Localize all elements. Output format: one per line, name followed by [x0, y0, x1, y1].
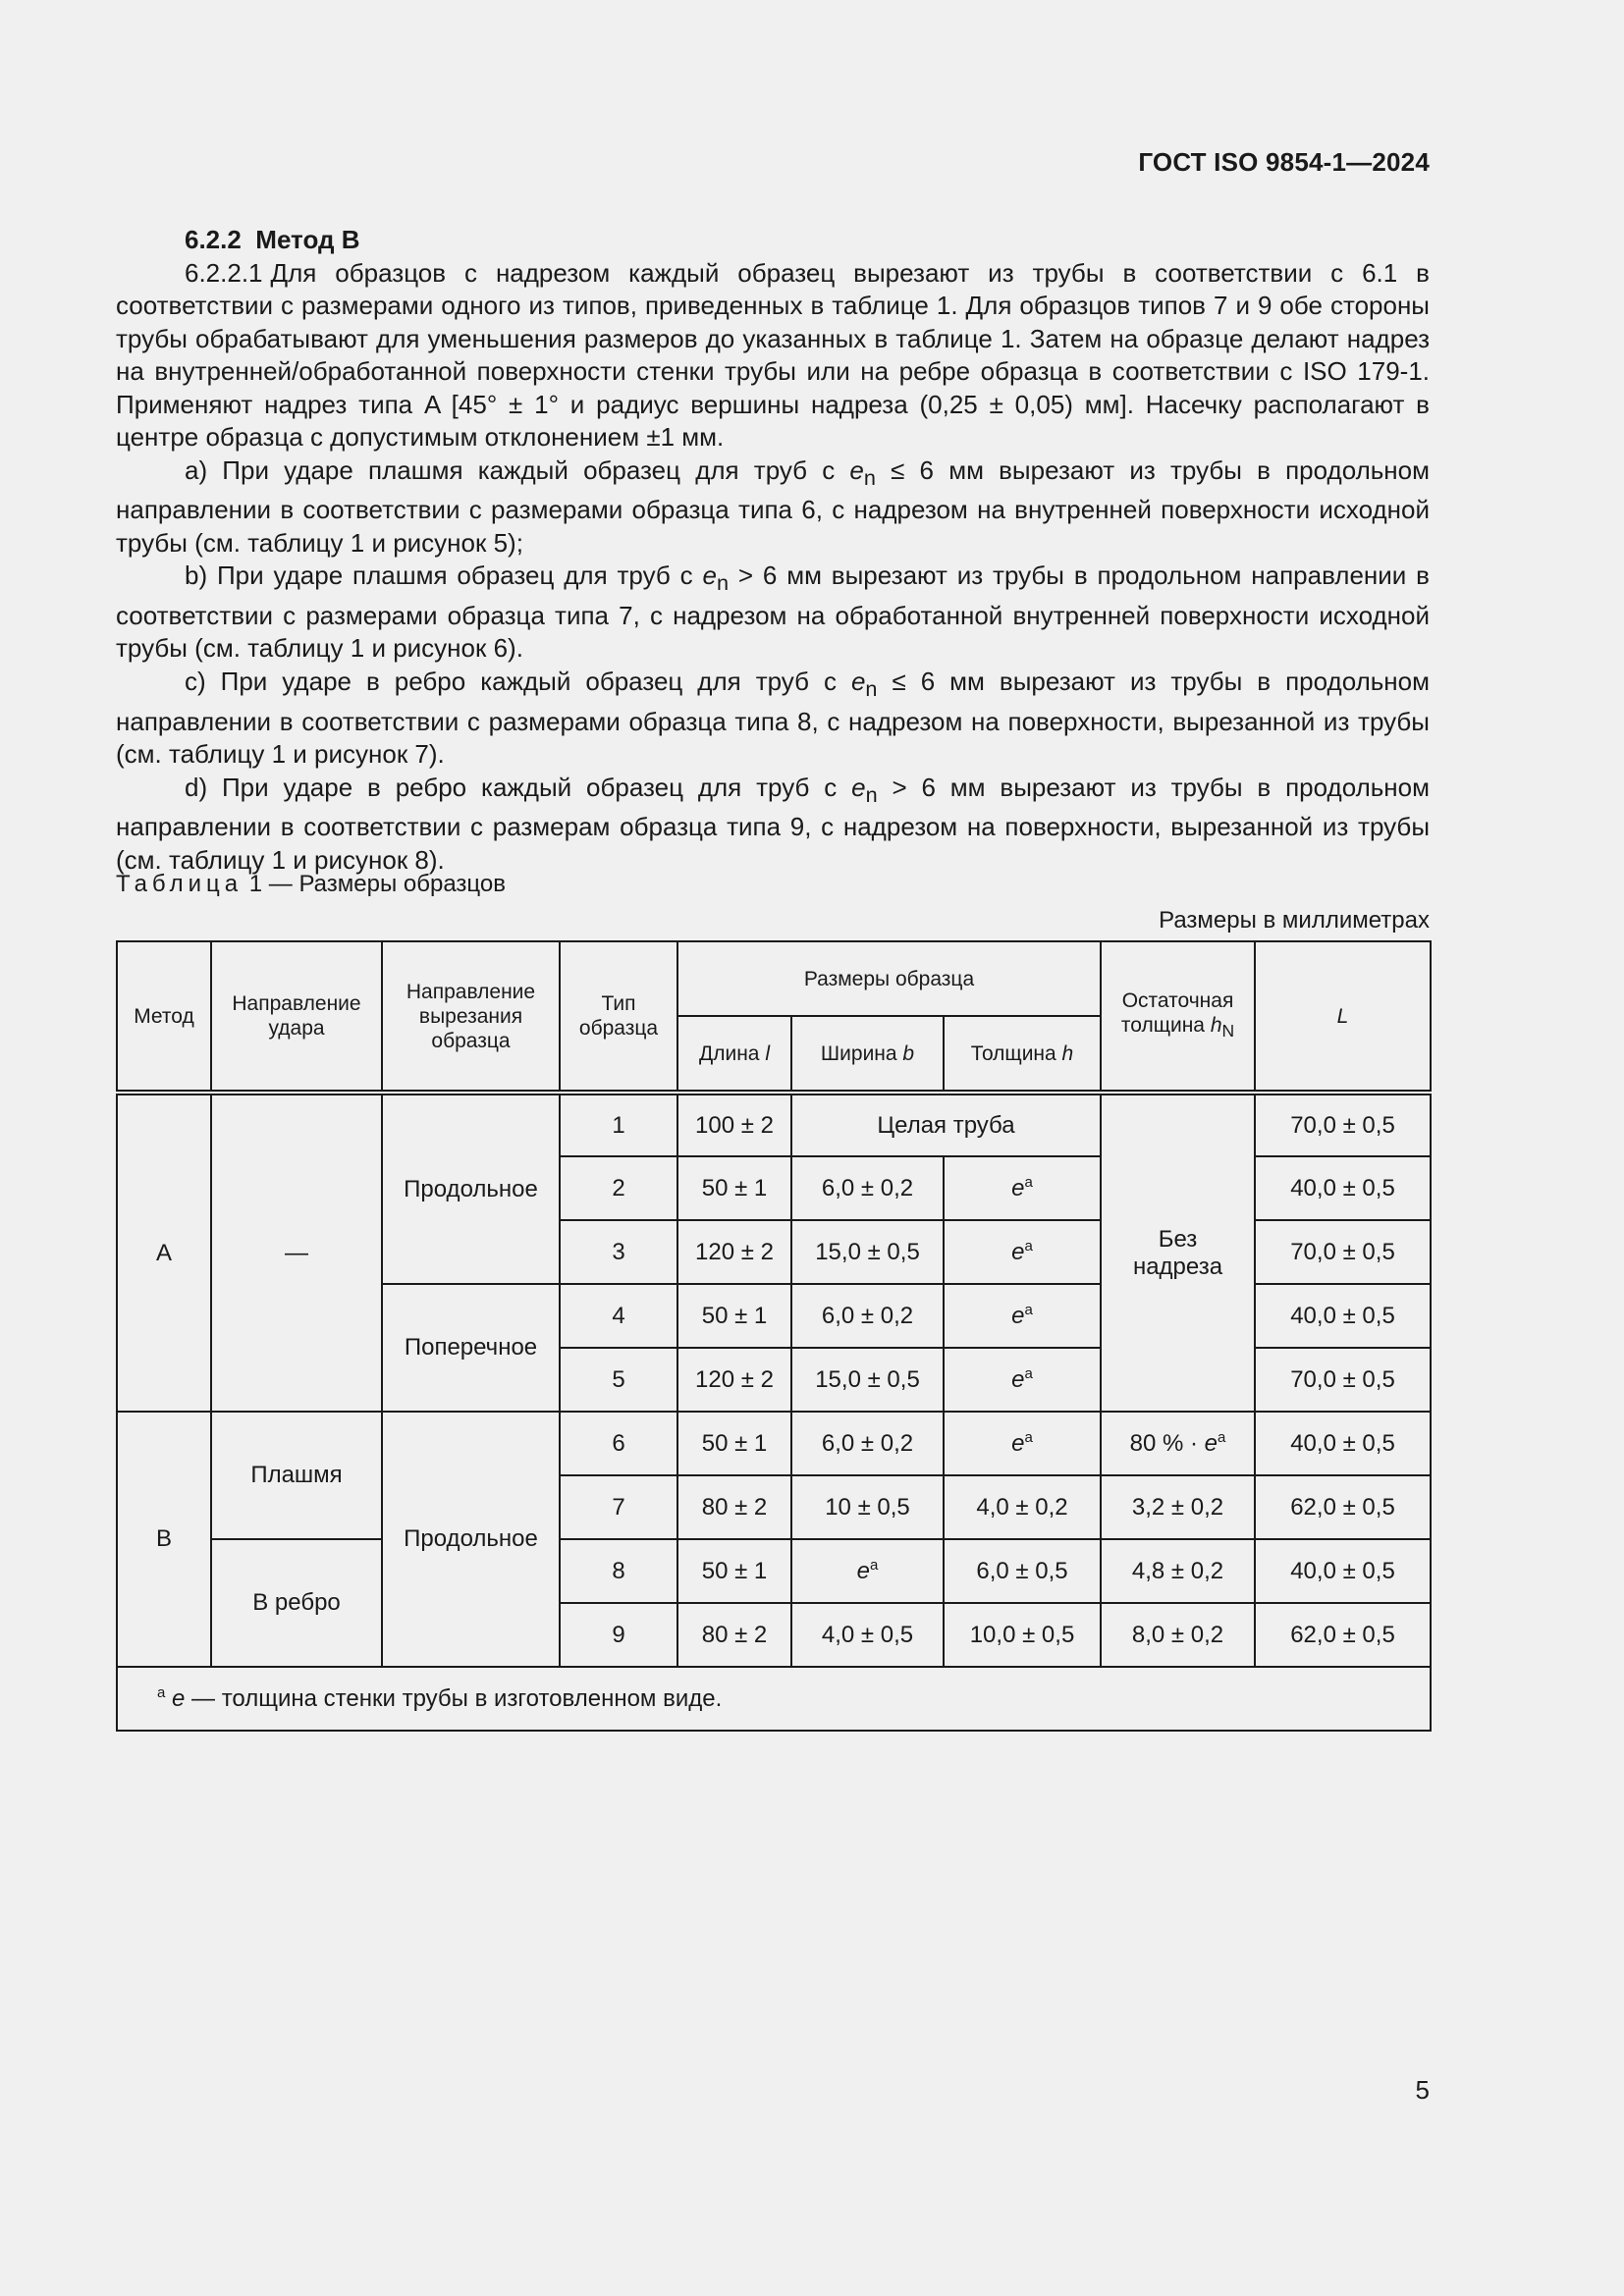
symbol: e	[1011, 1174, 1025, 1201]
list-item-text: a) При ударе плашмя каждый образец для труб с	[185, 454, 850, 485]
header-method: Метод	[117, 941, 211, 1093]
cell-type: 7	[560, 1475, 677, 1539]
cell-thickness: 6,0 ± 0,5	[944, 1539, 1101, 1603]
cell-L: 70,0 ± 0,5	[1255, 1093, 1431, 1156]
subscript: n	[863, 464, 876, 490]
footnote-mark: a	[1024, 1173, 1033, 1191]
cell-L: 40,0 ± 0,5	[1255, 1539, 1431, 1603]
subscript: n	[865, 781, 878, 807]
header-specimen-type: Тип образца	[560, 941, 677, 1093]
specimen-dimensions-table	[116, 940, 1432, 1732]
cell-residual: 8,0 ± 0,2	[1101, 1603, 1255, 1667]
cell-width: 6,0 ± 0,2	[791, 1284, 944, 1348]
symbol: e	[702, 561, 717, 591]
header-text: Остаточная толщина	[1120, 988, 1234, 1037]
subscript: n	[716, 570, 729, 596]
cell-impact-flat: Плашмя	[211, 1412, 382, 1539]
footnote-mark: a	[1024, 1237, 1033, 1255]
cell-type: 3	[560, 1220, 677, 1284]
symbol: b	[902, 1041, 915, 1065]
symbol: l	[765, 1041, 770, 1065]
table-row	[117, 1539, 1431, 1603]
symbol: h	[1210, 1013, 1222, 1037]
cell-L: 40,0 ± 0,5	[1255, 1284, 1431, 1348]
list-item-text: c) При ударе в ребро каждый образец для труб с	[185, 666, 851, 696]
list-item-text: b) При ударе плашмя образец для труб с	[185, 561, 703, 591]
header-thickness	[944, 1016, 1101, 1093]
symbol: e	[1011, 1238, 1025, 1265]
table-footnote	[117, 1667, 1431, 1731]
header-width	[791, 1016, 944, 1093]
cell-thickness	[944, 1156, 1101, 1220]
symbol: e	[172, 1684, 186, 1712]
cell-thickness: 10,0 ± 0,5	[944, 1603, 1101, 1667]
list-item-text: > 6 мм вырезают из трубы в продольном направлении в соответствии с размерами образца типа 7, с надрезом на обработанной внутренней поверхности исходной трубы (см. таблицу 1 и рисунок 6).	[116, 561, 1430, 664]
cell-length: 80 ± 2	[677, 1475, 791, 1539]
list-item-a	[116, 454, 1430, 561]
cell-L: 40,0 ± 0,5	[1255, 1412, 1431, 1475]
table-caption-word: Таблица	[116, 871, 244, 897]
table-row	[117, 1412, 1431, 1475]
footnote-mark: a	[870, 1556, 879, 1574]
cell-length: 50 ± 1	[677, 1156, 791, 1220]
cell-L: 70,0 ± 0,5	[1255, 1348, 1431, 1412]
cell-length: 50 ± 1	[677, 1284, 791, 1348]
list-item-text: ≤ 6 мм вырезают из трубы в продольном направлении в соответствии с размерами образца типа 8, с надрезом на поверхности, вырезанной из трубы (см. таблицу 1 и рисунок 7).	[116, 666, 1431, 770]
subscript: n	[865, 676, 878, 702]
list-item-c	[116, 666, 1430, 772]
symbol: e	[850, 666, 866, 696]
cell-residual: 4,8 ± 0,2	[1101, 1539, 1255, 1603]
paragraph-6-2-2-1	[116, 257, 1430, 454]
header-L: L	[1255, 941, 1431, 1093]
cell-length: 120 ± 2	[677, 1348, 791, 1412]
cell-cut-longitudinal: Продольное	[382, 1093, 560, 1284]
cell-thickness	[944, 1348, 1101, 1412]
footnote-mark: a	[1024, 1428, 1033, 1446]
cell-width: 4,0 ± 0,5	[791, 1603, 944, 1667]
cell-thickness	[944, 1220, 1101, 1284]
cell-type: 2	[560, 1156, 677, 1220]
list-item-d	[116, 772, 1430, 878]
paragraph-text: Для образцов с надрезом каждый образец вырезают из трубы в соответствии с 6.1 в соответствии с размерами одного из типов, приведенных в таблице 1. Для образцов типов 7 и 9 обе стороны трубы обрабатывают для уменьшения размеров до указанных в таблице 1. Затем на образце делают надрез на внутренней/обработанной поверхности стенки трубы или на ребре образца в соответствии с ISO 179-1. Применяют надрез типа A [45° ± 1° и радиус вершины надреза (0,25 ± 0,05) мм]. Насечку располагают в центре образца с допустимым отклонением ±1 мм.	[116, 257, 1430, 452]
cell-impact-a: —	[211, 1093, 382, 1412]
symbol: e	[856, 1557, 870, 1584]
cell-width: 6,0 ± 0,2	[791, 1156, 944, 1220]
cell-type: 8	[560, 1539, 677, 1603]
footnote-mark: a	[1024, 1364, 1033, 1382]
symbol: e	[849, 454, 864, 485]
footnote-text: — толщина стенки трубы в изготовленном виде.	[185, 1684, 723, 1712]
symbol: e	[1011, 1302, 1025, 1329]
subscript: N	[1221, 1021, 1235, 1041]
table-caption-text: 1 — Размеры образцов	[248, 871, 506, 897]
header-length	[677, 1016, 791, 1093]
cell-type: 5	[560, 1348, 677, 1412]
footnote-mark: a	[157, 1683, 166, 1701]
cell-impact-edge: В ребро	[211, 1539, 382, 1667]
table-units: Размеры в миллиметрах	[1159, 907, 1430, 934]
paragraph-number: 6.2.2.1	[185, 257, 263, 288]
cell-type: 6	[560, 1412, 677, 1475]
table-footnote-row	[117, 1667, 1431, 1731]
table-row	[117, 1093, 1431, 1156]
cell-L: 62,0 ± 0,5	[1255, 1603, 1431, 1667]
cell-type: 9	[560, 1603, 677, 1667]
cell-length: 50 ± 1	[677, 1412, 791, 1475]
cell-thickness	[944, 1412, 1101, 1475]
symbol: e	[1011, 1429, 1025, 1457]
cell-text: 80 % ·	[1129, 1429, 1205, 1457]
header-impact-direction: Направление удара	[211, 941, 382, 1093]
cell-L: 40,0 ± 0,5	[1255, 1156, 1431, 1220]
cell-length: 80 ± 2	[677, 1603, 791, 1667]
footnote-mark: a	[1218, 1428, 1226, 1446]
cell-length: 120 ± 2	[677, 1220, 791, 1284]
cell-width: 15,0 ± 0,5	[791, 1348, 944, 1412]
cell-width: 15,0 ± 0,5	[791, 1220, 944, 1284]
footnote-mark: a	[1024, 1301, 1033, 1318]
page-number: 5	[1415, 2075, 1430, 2105]
header-residual-thickness	[1101, 941, 1255, 1093]
cell-cut-longitudinal-b: Продольное	[382, 1412, 560, 1667]
symbol: e	[851, 772, 866, 802]
cell-width: 10 ± 0,5	[791, 1475, 944, 1539]
cell-thickness	[944, 1284, 1101, 1348]
section-body	[116, 224, 1430, 877]
cell-L: 70,0 ± 0,5	[1255, 1220, 1431, 1284]
symbol: e	[1204, 1429, 1218, 1457]
list-item-text: d) При ударе в ребро каждый образец для труб с	[185, 772, 852, 802]
list-item-text: > 6 мм вырезают из трубы в продольном направлении в соответствии с размерам образца типа 9, с надрезом на поверхности, вырезанной из трубы (см. таблицу 1 и рисунок 8).	[116, 772, 1430, 875]
cell-type: 4	[560, 1284, 677, 1348]
table-caption	[116, 871, 506, 898]
section-title	[116, 224, 1430, 257]
cell-no-notch: Без надреза	[1101, 1093, 1255, 1412]
cell-method-b: В	[117, 1412, 211, 1667]
cell-residual	[1101, 1412, 1255, 1475]
symbol: e	[1011, 1365, 1025, 1393]
header-specimen-dimensions: Размеры образца	[677, 941, 1101, 1016]
cell-type: 1	[560, 1093, 677, 1156]
cell-width	[791, 1539, 944, 1603]
cell-length: 100 ± 2	[677, 1093, 791, 1156]
cell-method-a: А	[117, 1093, 211, 1412]
header-text: Толщина	[970, 1041, 1062, 1065]
list-item-text: ≤ 6 мм вырезают из трубы в продольном направлении в соответствии с размерами образца типа 6, с надрезом на внутренней поверхности исходной трубы (см. таблицу 1 и рисунок 5);	[116, 454, 1430, 558]
cell-cut-transverse: Поперечное	[382, 1284, 560, 1412]
header-text: Длина	[699, 1041, 766, 1065]
symbol: h	[1061, 1041, 1074, 1065]
section-title-text: Метод В	[255, 225, 360, 254]
cell-whole-pipe: Целая труба	[791, 1093, 1101, 1156]
section-number: 6.2.2	[185, 225, 242, 254]
document-header: ГОСТ ISO 9854-1—2024	[1138, 147, 1430, 177]
cell-residual: 3,2 ± 0,2	[1101, 1475, 1255, 1539]
list-item-b	[116, 560, 1430, 666]
cell-thickness: 4,0 ± 0,2	[944, 1475, 1101, 1539]
cell-length: 50 ± 1	[677, 1539, 791, 1603]
header-text: Ширина	[820, 1041, 903, 1065]
cell-L: 62,0 ± 0,5	[1255, 1475, 1431, 1539]
header-cut-direction: Направление вырезания образца	[382, 941, 560, 1093]
cell-width: 6,0 ± 0,2	[791, 1412, 944, 1475]
